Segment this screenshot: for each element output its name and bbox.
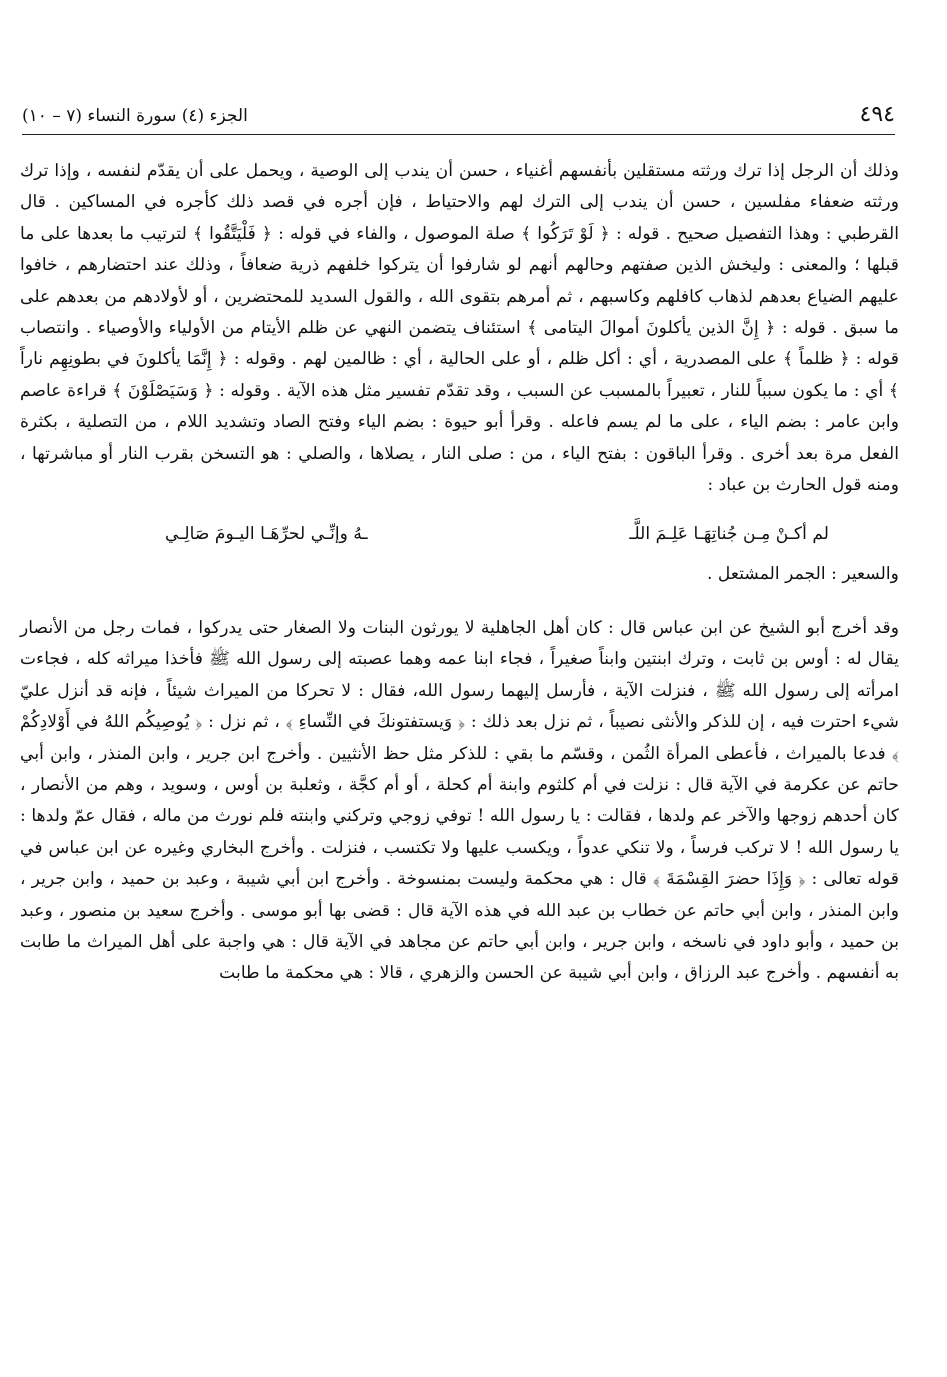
page-number: ٤٩٤ — [859, 102, 895, 127]
verse-first-hemistich: لم أكـنْ مِـن جُناتِهَـا عَلِـمَ اللَّـ — [629, 524, 829, 545]
page-body — [20, 156, 899, 990]
commentary-paragraph: وذلك أن الرجل إذا ترك ورثته مستقلين بأنفسهم أغنياء ، حسن أن يندب إلى الوصية ، ويحمل على أن يقدّم لنفسه ، وإذا ترك ورثته ضعفاء مفلسين ، حسن أن يندب إلى الترك لهم والاحتياط ، فإن أجره في قصد ذلك كأجره في المساكين . قال القرطبي : وهذا التفصيل صحيح . قوله : ﴿ لَوْ تَرَكُوا ﴾ صلة الموصول ، والفاء في قوله : ﴿ فَلْيَتَّقُوا ﴾ لترتيب ما بعدها على ما قبلها ؛ والمعنى : وليخش الذين صفتهم وحالهم أنهم لو شارفوا أن يتركوا خلفهم ذرية ضعافاً ، وذلك عند احتضارهم ، خافوا عليهم الضياع بعدهم لذهاب كافلهم وكاسبهم ، ثم أمرهم بتقوى الله ، والقول السديد للمحتضرين ، أو لأولادهم من بعدهم على ما سبق . قوله : ﴿ إِنَّ الذين يأكلونَ أموالَ اليتامى ﴾ استئناف يتضمن النهي عن ظلم الأيتام من الأولياء والأوصياء . وانتصاب قوله : ﴿ ظلماً ﴾ على المصدرية ، أي : أكل ظلم ، أو على الحالية ، أي : ظالمين لهم . وقوله : ﴿ إِنَّمَا يأكلونَ في بطونِهِم ناراً ﴾ أي : ما يكون سبباً للنار ، تعبيراً بالمسبب عن السبب ، وقد تقدّم تفسير مثل هذه الآية . وقوله : ﴿ وَسَيَصْلَوْنَ ﴾ قراءة عاصم وابن عامر : بضم الياء ، على ما لم يسم فاعله . وقرأ أبو حيوة : بضم الياء وفتح الصاد وتشديد اللام ، من التصلية ، بكثرة الفعل مرة بعد أخرى . وقرأ الباقون : بفتح الياء ، من : صلى النار ، يصلاها ، والصلي : هو التسخن بقرب النار أو مباشرتها ، ومنه قول الحارث بن عباد : — [20, 161, 899, 496]
running-title: الجزء (٤) سورة النساء (٧ – ١٠) — [22, 106, 248, 126]
narration-paragraph: وقد أخرج أبو الشيخ عن ابن عباس قال : كان أهل الجاهلية لا يورثون البنات ولا الصغار حتى يدركوا ، فمات رجل من الأنصار يقال له : أوس بن ثابت ، وترك ابنتين وابناً صغيراً ، فجاء ابنا عمه وهما عصبته إلى رسول الله ﷺ فأخذا ميراثه كله ، فجاءت امرأته إلى رسول الله ﷺ ، فنزلت الآية ، فأرسل إليهما رسول الله، فقال : لا تحركا من الميراث شيئاً ، فإنه قد أنزل عليّ شيء احترت فيه ، إن للذكر والأنثى نصيباً ، ثم نزل بعد ذلك : ﴿ وَيستفتونكَ في النِّساءِ ﴾ ، ثم نزل : ﴿ يُوصِيكُم اللهُ في أَوْلادِكُمْ ﴾ فدعا بالميراث ، فأعطى المرأة الثُمن ، وقسّم ما بقي : للذكر مثل حظ الأنثيين . وأخرج ابن جرير ، وابن المنذر ، وابن أبي حاتم عن عكرمة في الآية قال : نزلت في أم كلثوم وابنة أم كحلة ، أو أم كجَّة ، وثعلبة بن أوس ، وسويد ، وهم من الأنصار ، كان أحدهم زوجها والآخر عم ولدها ، فقالت : يا رسول الله ! توفي زوجي وتركني وابنته فلم نورث من ماله ، فقال عمّ ولدها : يا رسول الله ! لا تركب فرساً ، ولا تنكي عدواً ، ويكسب عليها ولا تكتسب ، فنزلت . وأخرج البخاري وغيره عن ابن عباس في قوله تعالى : ﴿ وَإِذَا حضرَ القِسْمَةَ ﴾ قال : هي محكمة وليست بمنسوخة . وأخرج ابن أبي شيبة ، وعبد بن حميد ، وابن جرير ، وابن المنذر ، وابن أبي حاتم عن خطاب بن عبد الله في هذه الآية قال : قضى بها أبو موسى . وأخرج سعيد بن منصور ، وعبد بن حميد ، وأبو داود في ناسخه ، وابن جرير ، وابن أبي حاتم عن مجاهد في الآية قال : هي واجبة على أهل الميراث ما طابت به أنفسهم . وأخرج عبد الرزاق ، وابن أبي شيبة عن الحسن والزهري ، قالا : هي محكمة ما طابت — [20, 617, 899, 984]
verse-second-hemistich: ـهُ وإنِّـي لحرِّهَـا اليـومَ صَالِـي — [165, 524, 368, 545]
gloss-line: والسعير : الجمر المشتعل . — [706, 564, 899, 585]
page-header — [22, 100, 895, 135]
poetry-verse — [20, 519, 899, 549]
